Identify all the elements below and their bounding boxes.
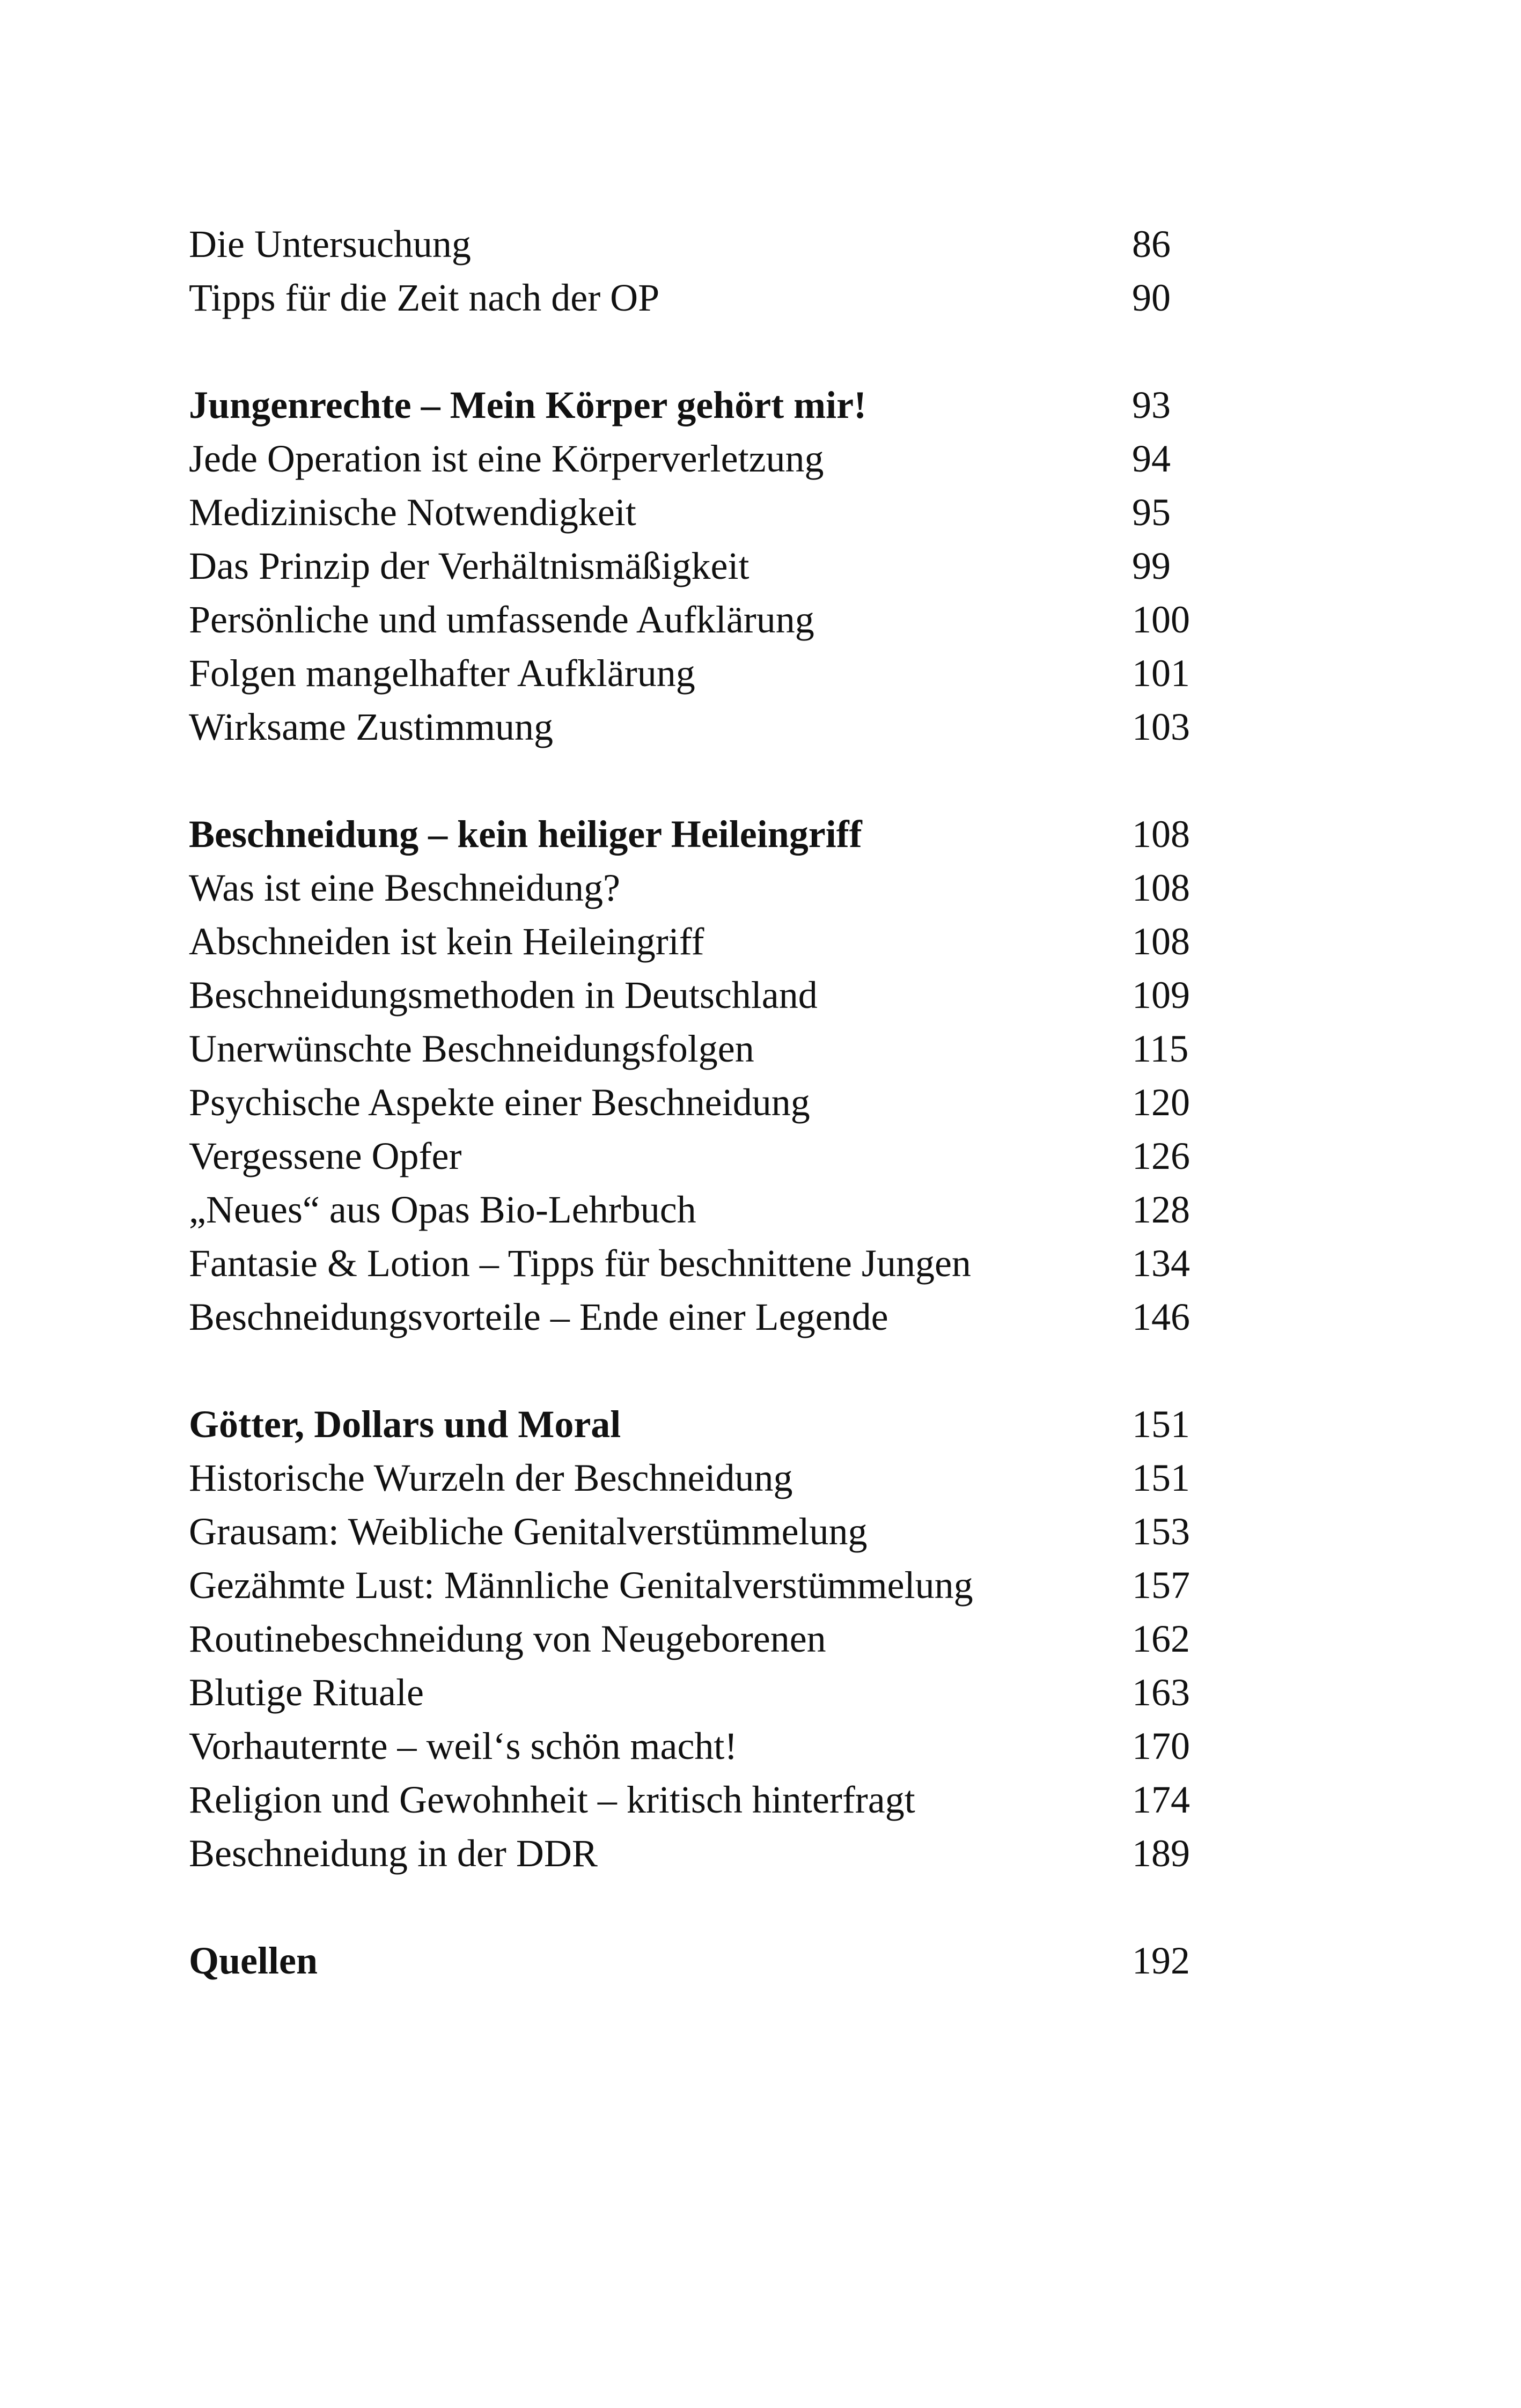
- toc-entry: [189, 485, 1197, 539]
- toc-entry-page: 120: [1132, 1081, 1190, 1124]
- toc-entry: [189, 432, 1197, 485]
- toc-chapter-page: 192: [1132, 1939, 1190, 1982]
- toc-entry-title: Die Untersuchung: [189, 223, 471, 266]
- toc-entry-page: 126: [1132, 1135, 1190, 1177]
- toc-entry-title: Vergessene Opfer: [189, 1135, 462, 1177]
- toc-entry: [189, 1827, 1197, 1880]
- toc-entry: [189, 1666, 1197, 1719]
- toc-entry-page: 153: [1132, 1510, 1190, 1553]
- toc-entry: [189, 1129, 1197, 1183]
- toc-entry-page: 174: [1132, 1778, 1190, 1821]
- toc-entry-title: Beschneidungsmethoden in Deutschland: [189, 974, 818, 1017]
- toc-entry-page: 128: [1132, 1188, 1190, 1231]
- toc-entry-title: Medizinische Notwendigkeit: [189, 491, 636, 534]
- toc-entry-page: 151: [1132, 1456, 1190, 1499]
- toc-entry-page: 170: [1132, 1725, 1190, 1768]
- toc-entry-page: 163: [1132, 1671, 1190, 1714]
- toc-entry: [189, 271, 1197, 325]
- toc-chapter-heading: [189, 1934, 1197, 1987]
- toc-entry-title: Abschneiden ist kein Heileingriff: [189, 920, 704, 963]
- toc-entry: [189, 1719, 1197, 1773]
- toc-entry: [189, 646, 1197, 700]
- toc-entry-title: Tipps für die Zeit nach der OP: [189, 276, 660, 319]
- toc-entry-title: Wirksame Zustimmung: [189, 705, 554, 748]
- toc-entry-title: Religion und Gewohnheit – kritisch hinterfragt: [189, 1778, 915, 1821]
- toc-chapter-page: 151: [1132, 1403, 1190, 1446]
- toc-entry-title: Blutige Rituale: [189, 1671, 424, 1714]
- toc-entry: [189, 1183, 1197, 1236]
- toc-entry-title: Historische Wurzeln der Beschneidung: [189, 1456, 793, 1499]
- toc-entry: [189, 593, 1197, 646]
- toc-entry-title: „Neues“ aus Opas Bio-Lehrbuch: [189, 1188, 696, 1231]
- toc-entry: [189, 1558, 1197, 1612]
- toc-entry-title: Beschneidung in der DDR: [189, 1832, 598, 1875]
- toc-entry: [189, 1505, 1197, 1558]
- toc-entry-page: 100: [1132, 598, 1190, 641]
- toc-entry-title: Grausam: Weibliche Genitalverstümmelung: [189, 1510, 868, 1553]
- toc-entry-page: 109: [1132, 974, 1190, 1017]
- toc-entry-page: 108: [1132, 920, 1190, 963]
- toc-entry-page: 95: [1132, 491, 1171, 534]
- toc-chapter-title: Beschneidung – kein heiliger Heileingriff: [189, 813, 862, 856]
- toc-entry-title: Unerwünschte Beschneidungsfolgen: [189, 1027, 754, 1070]
- toc-chapter-title: Götter, Dollars und Moral: [189, 1403, 621, 1446]
- toc-entry: [189, 1451, 1197, 1505]
- table-of-contents: [189, 217, 1197, 1987]
- toc-chapter-title: Jungenrechte – Mein Körper gehört mir!: [189, 384, 867, 426]
- toc-entry-page: 101: [1132, 652, 1190, 695]
- toc-entry: [189, 1022, 1197, 1076]
- toc-entry-title: Fantasie & Lotion – Tipps für beschnittene Jungen: [189, 1242, 971, 1285]
- toc-entry-page: 99: [1132, 544, 1171, 587]
- toc-entry-title: Jede Operation ist eine Körperverletzung: [189, 437, 824, 480]
- toc-entry: [189, 539, 1197, 593]
- toc-entry-page: 103: [1132, 705, 1190, 748]
- toc-chapter-heading: [189, 378, 1197, 432]
- toc-chapter-page: 108: [1132, 813, 1190, 856]
- toc-entry-page: 108: [1132, 866, 1190, 909]
- toc-entry: [189, 1612, 1197, 1666]
- toc-entry-page: 90: [1132, 276, 1171, 319]
- toc-entry: [189, 700, 1197, 754]
- toc-entry-title: Persönliche und umfassende Aufklärung: [189, 598, 814, 641]
- toc-entry-title: Gezähmte Lust: Männliche Genitalverstümmelung: [189, 1564, 973, 1607]
- toc-entry-page: 94: [1132, 437, 1171, 480]
- toc-entry-title: Beschneidungsvorteile – Ende einer Legende: [189, 1295, 888, 1338]
- toc-entry-page: 189: [1132, 1832, 1190, 1875]
- toc-entry-page: 115: [1132, 1027, 1189, 1070]
- toc-entry-page: 146: [1132, 1295, 1190, 1338]
- toc-entry: [189, 217, 1197, 271]
- toc-chapter-page: 93: [1132, 384, 1171, 426]
- toc-entry-page: 86: [1132, 223, 1171, 266]
- toc-entry-title: Das Prinzip der Verhältnismäßigkeit: [189, 544, 750, 587]
- toc-entry-title: Psychische Aspekte einer Beschneidung: [189, 1081, 810, 1124]
- toc-entry: [189, 915, 1197, 968]
- toc-entry-title: Routinebeschneidung von Neugeborenen: [189, 1617, 826, 1660]
- toc-entry: [189, 1773, 1197, 1827]
- toc-entry: [189, 968, 1197, 1022]
- toc-entry: [189, 1076, 1197, 1129]
- toc-entry-title: Vorhauternte – weil‘s schön macht!: [189, 1725, 738, 1768]
- toc-chapter-heading: [189, 807, 1197, 861]
- toc-entry: [189, 1236, 1197, 1290]
- toc-entry-page: 162: [1132, 1617, 1190, 1660]
- toc-entry: [189, 1290, 1197, 1344]
- toc-chapter-heading: [189, 1397, 1197, 1451]
- toc-entry-page: 134: [1132, 1242, 1190, 1285]
- toc-chapter-title: Quellen: [189, 1939, 318, 1982]
- toc-entry-title: Was ist eine Beschneidung?: [189, 866, 620, 909]
- toc-entry-page: 157: [1132, 1564, 1190, 1607]
- toc-entry-title: Folgen mangelhafter Aufklärung: [189, 652, 695, 695]
- toc-entry: [189, 861, 1197, 915]
